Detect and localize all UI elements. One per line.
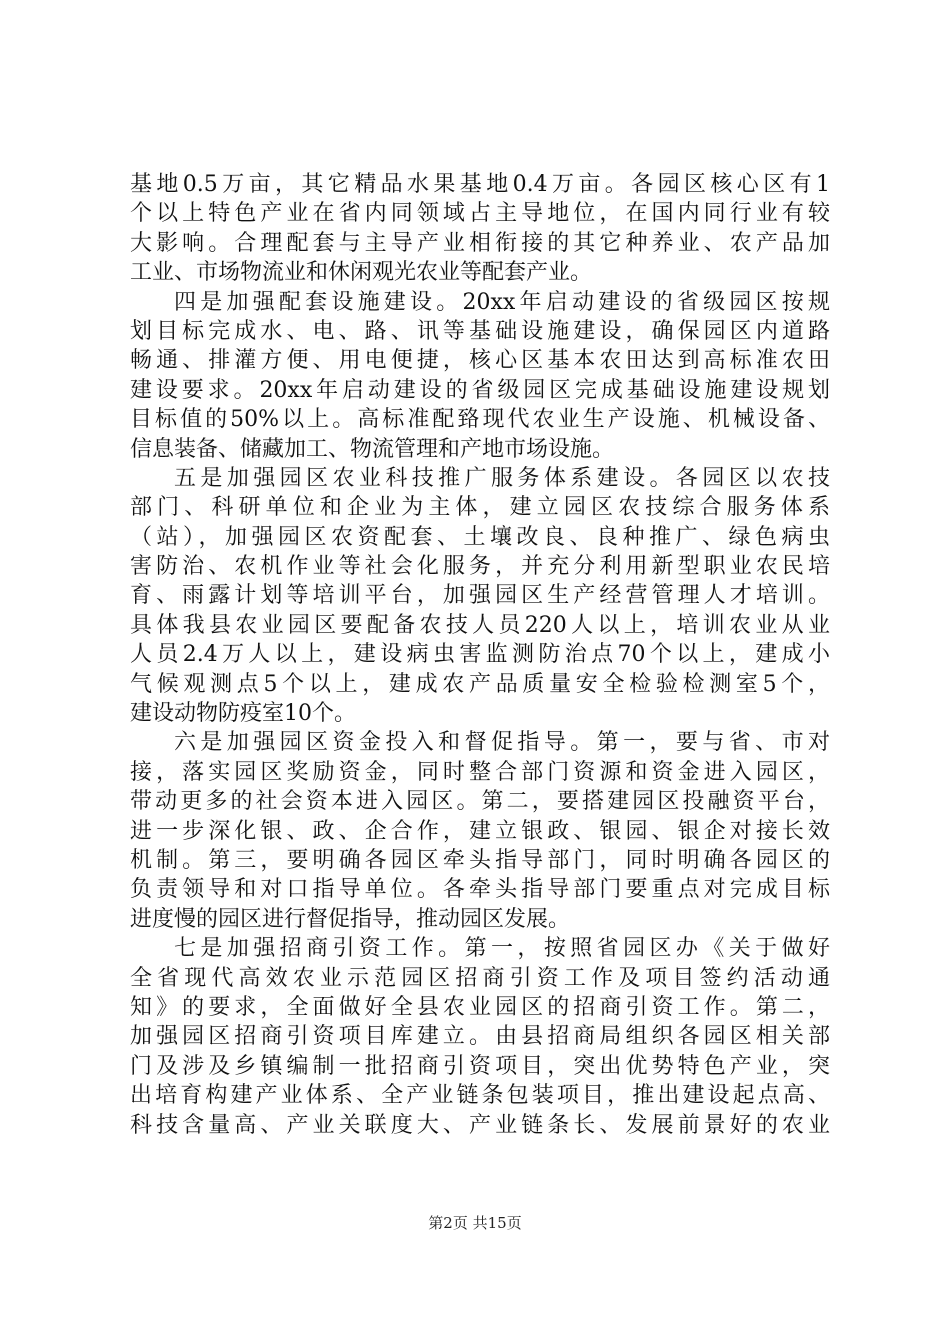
paragraph-first-line: 四是加强配套设施建设。20xx年启动建设的省级园区按规 (174, 289, 830, 315)
text-line: 进度慢的园区进行督促指导，推动园区发展。 (130, 906, 571, 932)
text-line: 部门、科研单位和企业为主体，建立园区农技综合服务体系 (130, 495, 830, 521)
paragraph-first-line: 七是加强招商引资工作。第一，按照省园区办《关于做好 (174, 936, 830, 962)
text-line: 科技含量高、产业关联度大、产业链条长、发展前景好的农业 (130, 1112, 830, 1138)
text-line: 育、雨露计划等培训平台，加强园区生产经营管理人才培训。 (130, 583, 830, 609)
text-line: 进一步深化银、政、企合作，建立银政、银园、银企对接长效 (130, 818, 830, 844)
text-line: 人员2.4万人以上，建设病虫害监测防治点70个以上，建成小 (130, 642, 830, 668)
text-line: 工业、市场物流业和休闲观光农业等配套产业。 (130, 260, 593, 286)
text-line: 具体我县农业园区要配备农技人员220人以上，培训农业从业 (130, 612, 830, 638)
text-line: 个以上特色产业在省内同领域占主导地位，在国内同行业有较 (130, 201, 830, 227)
text-line: 害防治、农机作业等社会化服务，并充分利用新型职业农民培 (130, 554, 830, 580)
text-line: 基地0.5万亩，其它精品水果基地0.4万亩。各园区核心区有1 (130, 172, 830, 197)
text-line: 知》的要求，全面做好全县农业园区的招商引资工作。第二， (130, 994, 830, 1020)
text-line: 建设要求。20xx年启动建设的省级园区完成基础设施建设规划 (130, 377, 830, 403)
text-line: 目标值的50%以上。高标准配臵现代农业生产设施、机械设备、 (130, 407, 830, 433)
text-line: 出培育构建产业体系、全产业链条包装项目，推出建设起点高、 (130, 1083, 830, 1109)
text-line: 信息装备、储藏加工、物流管理和产地市场设施。 (130, 436, 615, 462)
document-body (130, 170, 830, 1140)
text-line: 畅通、排灌方便、用电便捷，核心区基本农田达到高标准农田 (130, 348, 830, 374)
text-line: 机制。第三，要明确各园区牵头指导部门，同时明确各园区的 (130, 847, 830, 873)
text-line: 带动更多的社会资本进入园区。第二，要搭建园区投融资平台， (130, 789, 830, 815)
text-line: 划目标完成水、电、路、讯等基础设施建设，确保园区内道路 (130, 318, 830, 344)
text-line: （站），加强园区农资配套、土壤改良、良种推广、绿色病虫 (130, 524, 830, 550)
paragraph-first-line: 六是加强园区资金投入和督促指导。第一，要与省、市对 (174, 730, 830, 756)
paragraph-first-line: 五是加强园区农业科技推广服务体系建设。各园区以农技 (174, 465, 830, 491)
page-footer: 第2页 共15页 (428, 1214, 522, 1232)
text-line: 接，落实园区奖励资金，同时整合部门资源和资金进入园区， (130, 759, 830, 785)
text-line: 门及涉及乡镇编制一批招商引资项目，突出优势特色产业，突 (130, 1053, 830, 1079)
text-line: 建设动物防疫室10个。 (130, 701, 356, 727)
text-line: 大影响。合理配套与主导产业相衔接的其它种养业、农产品加 (130, 230, 830, 256)
text-line: 负责领导和对口指导单位。各牵头指导部门要重点对完成目标 (130, 877, 830, 903)
text-line: 气候观测点5个以上，建成农产品质量安全检验检测室5个， (130, 671, 830, 697)
text-line: 全省现代高效农业示范园区招商引资工作及项目签约活动通 (130, 965, 830, 991)
text-line: 加强园区招商引资项目库建立。由县招商局组织各园区相关部 (130, 1024, 830, 1050)
